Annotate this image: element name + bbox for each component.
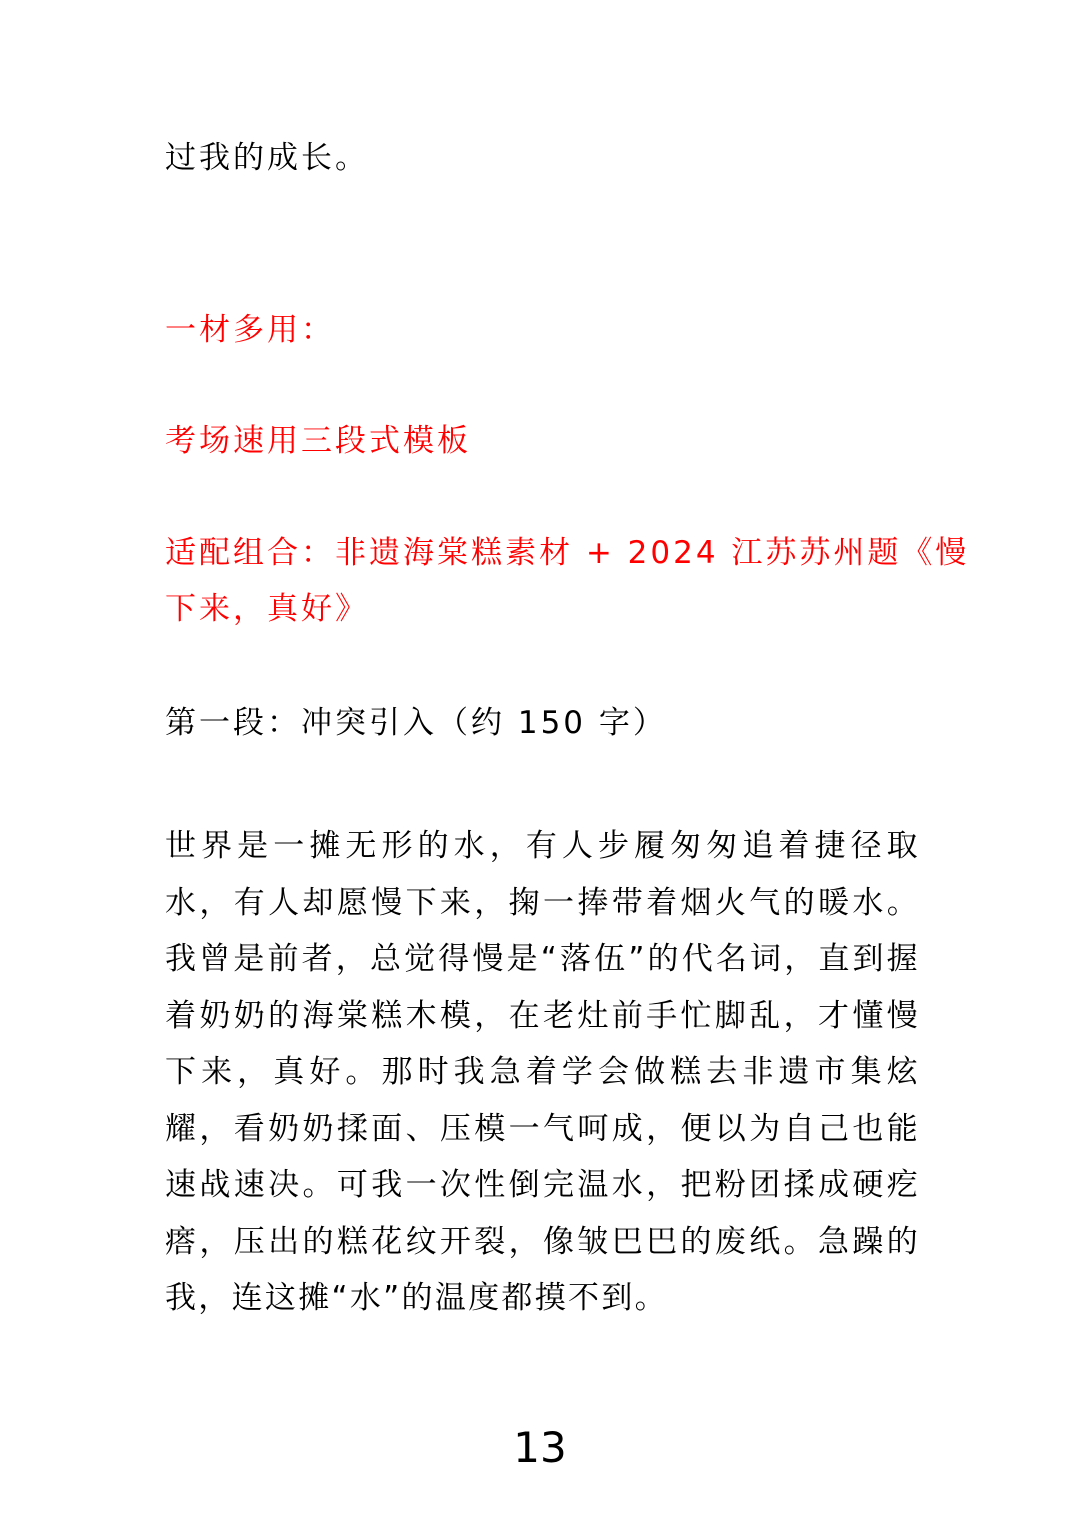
heading-template: 考场速用三段式模板 (165, 423, 471, 459)
page-number: 13 (513, 1423, 567, 1472)
combo-line-1: 适配组合：非遗海棠糕素材 + 2024 江苏苏州题《慢 (165, 535, 970, 571)
section-title: 第一段：冲突引入（约 150 字） (165, 705, 667, 741)
body-paragraph: 世界是一摊无形的水，有人步履匆匆追着捷径取水，有人却愿慢下来，掬一捧带着烟火气的暖水。我曾是前者，总觉得慢是“落伍”的代名词，直到握着奶奶的海棠糕木模，在老灶前手忙脚乱，才懂慢下来，真好。那时我急着学会做糕去非遗市集炫耀，看奶奶揉面、压模一气呵成，便以为自己也能速战速决。可我一次性倒完温水，把粉团揉成硬疙瘩，压出的糕花纹开裂，像皱巴巴的废纸。急躁的我，连这摊“水”的温度都摸不到。 (165, 828, 920, 1316)
continuation-line: 过我的成长。 (165, 140, 369, 176)
combo-line-2: 下来，真好》 (165, 591, 369, 627)
heading-multi-use: 一材多用： (165, 312, 335, 348)
